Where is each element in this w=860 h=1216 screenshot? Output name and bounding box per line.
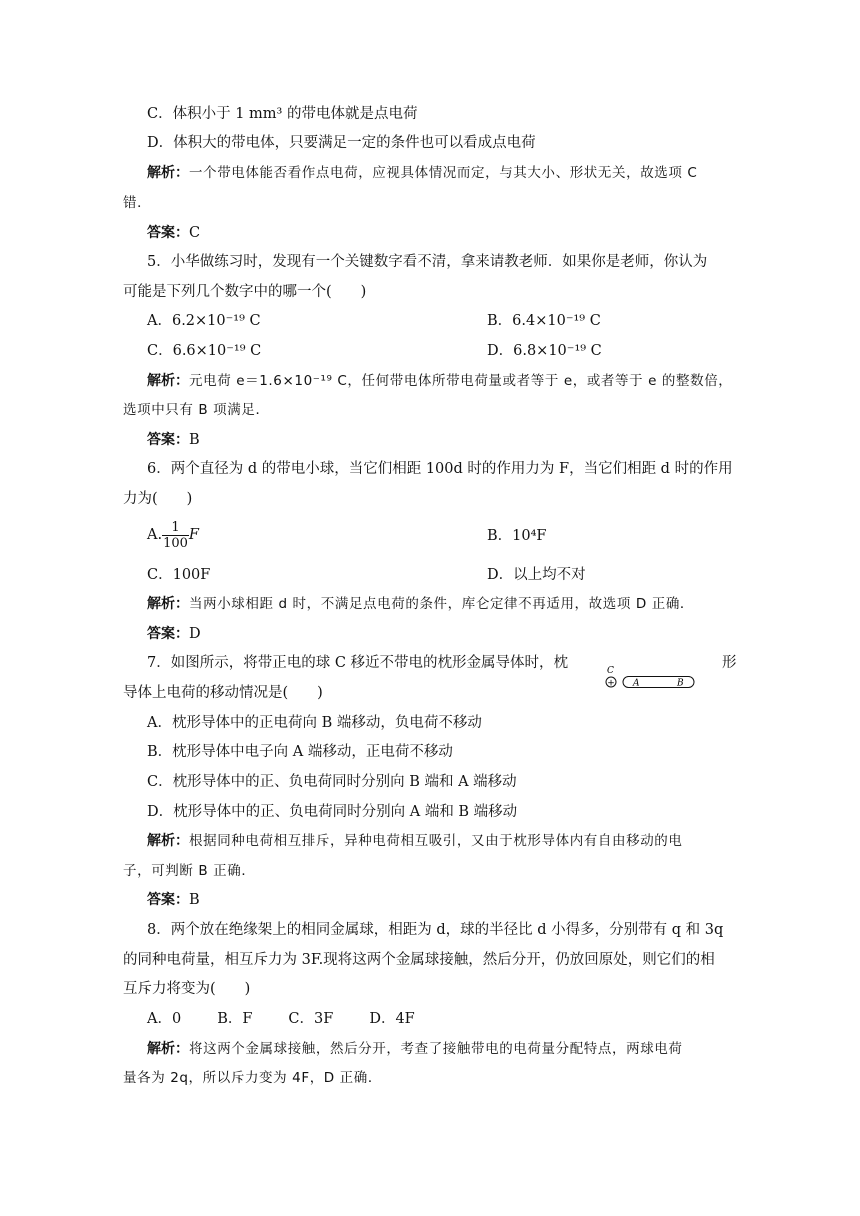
q5-answer [147,430,200,450]
q8-option-d: D．4F [369,1011,415,1027]
explanation-label: 解析： [147,165,189,181]
q4-explanation-line2: 错． [123,195,152,211]
explanation-text: 一个带电体能否看作点电荷，应视具体情况而定，与其大小、形状无关，故选项 C [189,165,698,181]
answer-label: 答案： [147,225,189,241]
q7-answer [147,890,200,910]
q6-stem-line2: 力为( ) [123,491,193,507]
explanation-label: 解析： [147,373,189,389]
q4-option-d: D．体积大的带电体，只要满足一定的条件也可以看成点电荷 [147,135,536,151]
explanation-label: 解析： [147,596,189,612]
answer-label: 答案： [147,432,189,448]
fraction [162,520,189,551]
q8-explanation-line1 [147,1039,683,1059]
q7-option-a: A．枕形导体中的正电荷向 B 端移动，负电荷不移动 [147,715,482,731]
q5-explanation-line2: 选项中只有 B 项满足． [123,402,270,418]
q4-option-c: C．体积小于 1 mm³ 的带电体就是点电荷 [147,106,418,122]
q7-option-c: C．枕形导体中的正、负电荷同时分别向 B 端和 A 端移动 [147,774,517,790]
option-a-suffix: F [188,527,199,543]
q4-explanation-line1 [147,163,697,183]
q5-option-b: B．6.4×10⁻¹⁹ C [487,313,601,329]
figure-label-a: A [633,678,640,689]
q8-options [147,1009,451,1029]
explanation-label: 解析： [147,833,189,849]
answer-value: D [189,626,201,642]
plus-sign-icon: + [607,678,615,689]
explanation-text: 根据同种电荷相互排斥，异种电荷相互吸引，又由于枕形导体内有自由移动的电 [189,833,683,849]
q8-option-b: B．F [217,1011,253,1027]
q5-stem-line2: 可能是下列几个数字中的哪一个( ) [123,284,367,300]
q6-option-b: B．10⁴F [487,528,547,544]
q8-stem-line1: 8．两个放在绝缘架上的相同金属球，相距为 d，球的半径比 d 小得多，分别带有 q 和 3q [147,922,724,938]
q8-option-a: A．0 [147,1011,182,1027]
q8-stem-line2: 的同种电荷量，相互斥力为 3F.现将这两个金属球接触，然后分开，仍放回原处，则它们的相 [123,952,715,968]
figure-label-b: B [677,678,684,689]
q5-explanation-line1 [147,371,732,391]
q7-option-b: B．枕形导体中电子向 A 端移动，正电荷不移动 [147,744,453,760]
q7-stem-line2: 导体上电荷的移动情况是( ) [123,685,323,701]
q6-stem-line1: 6．两个直径为 d 的带电小球，当它们相距 100d 时的作用力为 F，当它们相距 d 时的作用 [147,461,733,477]
q5-stem-line1: 5．小华做练习时，发现有一个关键数字看不清，拿来请教老师．如果你是老师，你认为 [147,254,708,270]
option-a-prefix: A. [147,527,163,543]
answer-value: C [189,225,201,241]
q7-explanation-line2: 子，可判断 B 正确． [123,863,256,879]
fraction-denominator: 100 [163,536,188,551]
pillow-conductor-figure [603,664,698,690]
explanation-label: 解析： [147,1041,189,1057]
q7-option-d: D．枕形导体中的正、负电荷同时分别向 A 端和 B 端移动 [147,804,518,820]
answer-label: 答案： [147,892,189,908]
q7-stem-line1: 7．如图所示，将带正电的球 C 移近不带电的枕形金属导体时，枕 [147,655,569,671]
answer-value: B [189,892,200,908]
q5-option-c: C．6.6×10⁻¹⁹ C [147,343,262,359]
figure-label-c: C [607,666,614,676]
q6-option-d: D．以上均不对 [487,567,586,583]
q8-explanation-line2: 量各为 2q，所以斥力变为 4F，D 正确． [123,1070,382,1086]
q7-stem-line1-end: 形 [722,655,737,671]
answer-value: B [189,432,200,448]
explanation-text: 将这两个金属球接触，然后分开，考查了接触带电的电荷量分配特点，两球电荷 [189,1041,683,1057]
explanation-text: 当两小球相距 d 时，不满足点电荷的条件，库仑定律不再适用，故选项 D 正确． [189,596,695,612]
explanation-text: 元电荷 e＝1.6×10⁻¹⁹ C，任何带电体所带电荷量或者等于 e，或者等于 e 的整数倍， [189,373,733,389]
q6-explanation [147,594,694,614]
q5-option-d: D．6.8×10⁻¹⁹ C [487,343,602,359]
q8-option-c: C．3F [288,1011,334,1027]
q5-option-a: A．6.2×10⁻¹⁹ C [147,313,261,329]
q7-explanation-line1 [147,831,683,851]
q6-option-c: C．100F [147,567,211,583]
q6-answer [147,624,201,644]
fraction-numerator: 1 [162,520,189,536]
q8-stem-line3: 互斥力将变为( ) [123,981,251,997]
answer-label: 答案： [147,626,189,642]
q4-answer [147,223,200,243]
figure-svg [603,664,698,690]
q6-option-a [147,520,199,551]
